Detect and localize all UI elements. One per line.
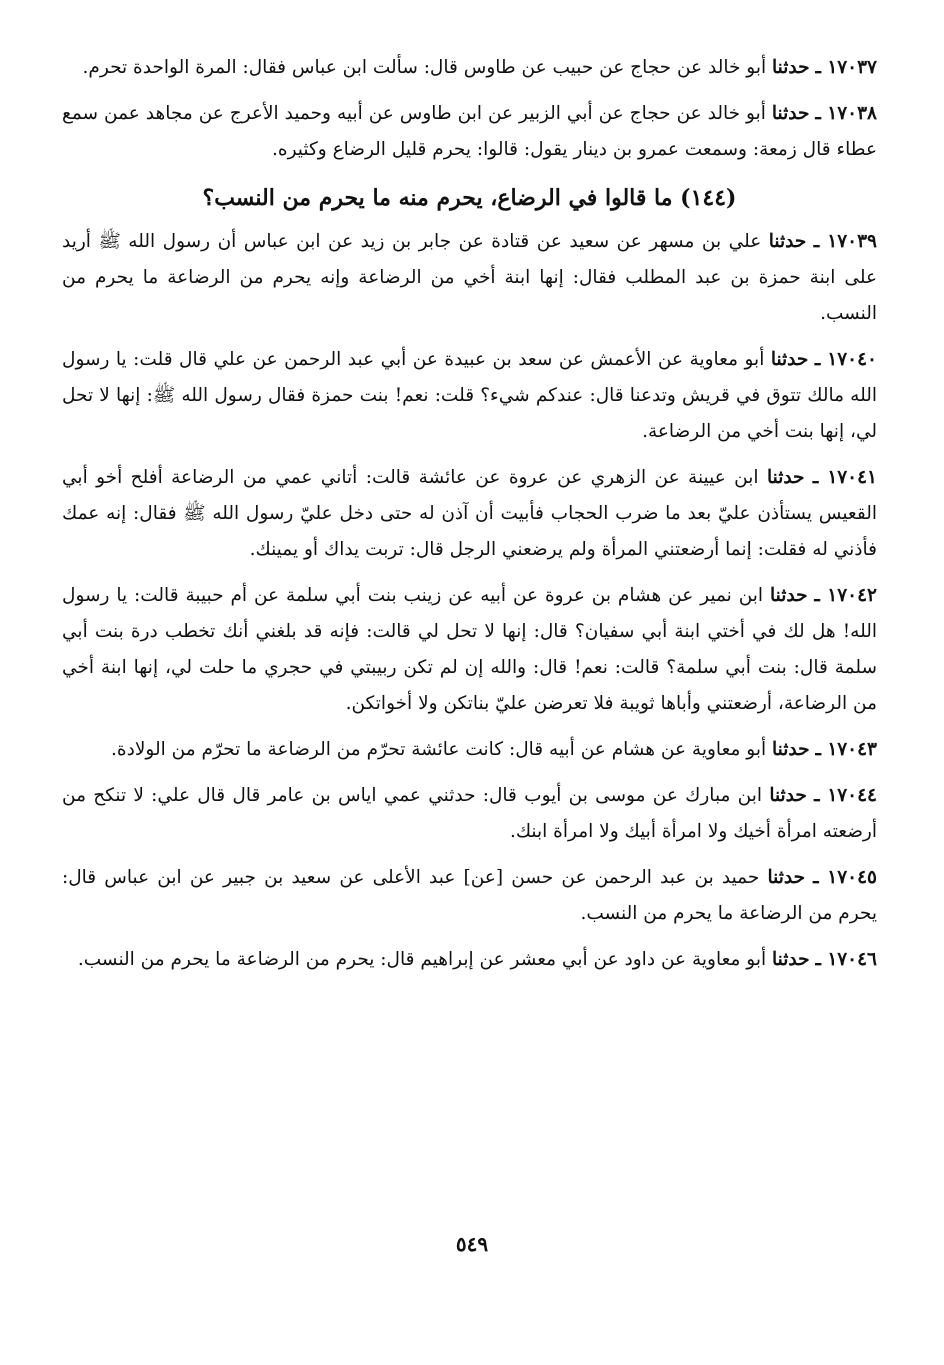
entry-intro-word: حدثنا	[769, 785, 807, 806]
entry-text: أبو معاوية عن داود عن أبي معشر عن إبراهيم قال: يحرم من الرضاعة ما يحرم من النسب.	[77, 949, 767, 970]
entry-number: ١٧٠٤٥ ـ	[813, 867, 877, 888]
page-number: ٥٤٩	[455, 1232, 489, 1256]
hadith-entry-17044	[62, 778, 877, 850]
hadith-entry-17039	[62, 224, 877, 332]
entry-text: أبو خالد عن حجاج عن حبيب عن طاوس قال: سألت ابن عباس فقال: المرة الواحدة تحرم.	[82, 57, 767, 78]
entry-number: ١٧٠٤٤ ـ	[814, 785, 877, 806]
entry-text: ابن نمير عن هشام بن عروة عن أبيه عن زينب بنت أبي سلمة عن أم حبيبة قالت: يا رسول الله! هل لك في أختي ابنة أبي سفيان؟ قال: إنها لا تحل لي قالت: فإنه قد بلغني أنك تخطب درة بنت أبي سلمة قال: بنت أبي سلمة؟ قالت: نعم! قال: والله إن لم تكن ربيبتي في حجري ما حلت لي، إنها ابنة أخي من الرضاعة، أرضعتني وأباها ثويبة فلا تعرضن عليّ بناتكن ولا أخواتكن.	[62, 585, 877, 714]
entry-number: ١٧٠٤٦ ـ	[815, 949, 877, 970]
hadith-entry-17037	[62, 50, 877, 86]
entry-intro-word: حدثنا	[767, 867, 805, 888]
entry-text: ابن مبارك عن موسى بن أيوب قال: حدثني عمي اياس بن عامر قال قال علي: لا تنكح من أرضعته امرأة أخيك ولا امرأة أبيك ولا امرأة ابنك.	[62, 785, 877, 842]
entry-number: ١٧٠٤٢ ـ	[814, 585, 877, 606]
entry-intro-word: حدثنا	[772, 739, 810, 760]
entry-text: أبو معاوية عن الأعمش عن سعد بن عبيدة عن أبي عبد الرحمن عن علي قال قلت: يا رسول الله مالك تتوق في قريش وتدعنا قال: عندكم شيء؟ قلت: نعم! بنت حمزة فقال رسول الله ﷺ: إنها لا تحل لي، إنها بنت أخي من الرضاعة.	[62, 349, 877, 442]
entry-text: أبو خالد عن حجاج عن أبي الزبير عن ابن طاوس عن أبيه وحميد الأعرج عن مجاهد عمن سمع عطاء قال زمعة: وسمعت عمرو بن دينار يقول: قالوا: يحرم قليل الرضاع وكثيره.	[62, 103, 877, 160]
hadith-entry-17040	[62, 342, 877, 450]
hadith-entry-17042	[62, 578, 877, 722]
entry-intro-word: حدثنا	[772, 57, 810, 78]
hadith-entry-17046	[62, 942, 877, 978]
entry-text: ابن عيينة عن الزهري عن عروة عن عائشة قالت: أتاني عمي من الرضاعة أفلح أخو أبي القعيس يستأذن عليّ بعد ما ضرب الحجاب فأبيت أن آذن له حتى دخل عليّ رسول الله ﷺ فقال: إنه عمك فأذني له فقلت: إنما أرضعتني المرأة ولم يرضعني الرجل قال: تربت يداك أو يمينك.	[62, 467, 877, 560]
entry-number: ١٧٠٤١ ـ	[812, 467, 877, 488]
entry-number: ١٧٠٣٧ ـ	[815, 57, 877, 78]
hadith-entry-17038	[62, 96, 877, 168]
entry-intro-word: حدثنا	[771, 103, 810, 124]
section-heading: (١٤٤) ما قالوا في الرضاع، يحرم منه ما يحرم من النسب؟	[202, 185, 737, 211]
hadith-entry-17045	[62, 860, 877, 932]
page-body	[62, 50, 877, 988]
entry-intro-word: حدثنا	[769, 585, 808, 606]
entry-text: حميد بن عبد الرحمن عن حسن [عن] عبد الأعلى عن سعيد بن جبير عن ابن عباس قال: يحرم من الرضاعة ما يحرم من النسب.	[62, 867, 877, 924]
entry-number: ١٧٠٣٩ ـ	[813, 231, 877, 252]
entry-intro-word: حدثنا	[766, 467, 805, 488]
hadith-entry-17043	[62, 732, 877, 768]
entry-intro-word: حدثنا	[772, 949, 810, 970]
entry-text: علي بن مسهر عن سعيد عن قتادة عن جابر بن زيد عن ابن عباس أن رسول الله ﷺ أريد على ابنة حمزة بن عبد المطلب فقال: إنها ابنة أخي من الرضاعة وإنه يحرم من الرضاعة ما يحرم من النسب.	[62, 231, 877, 324]
entry-text: أبو معاوية عن هشام عن أبيه قال: كانت عائشة تحرّم من الرضاعة ما تحرّم من الولادة.	[111, 739, 767, 760]
entry-intro-word: حدثنا	[768, 231, 807, 252]
entry-number: ١٧٠٣٨ ـ	[815, 103, 877, 124]
entry-intro-word: حدثنا	[770, 349, 809, 370]
entry-number: ١٧٠٤٣ ـ	[815, 739, 877, 760]
entry-number: ١٧٠٤٠ ـ	[814, 349, 877, 370]
hadith-entry-17041	[62, 460, 877, 568]
